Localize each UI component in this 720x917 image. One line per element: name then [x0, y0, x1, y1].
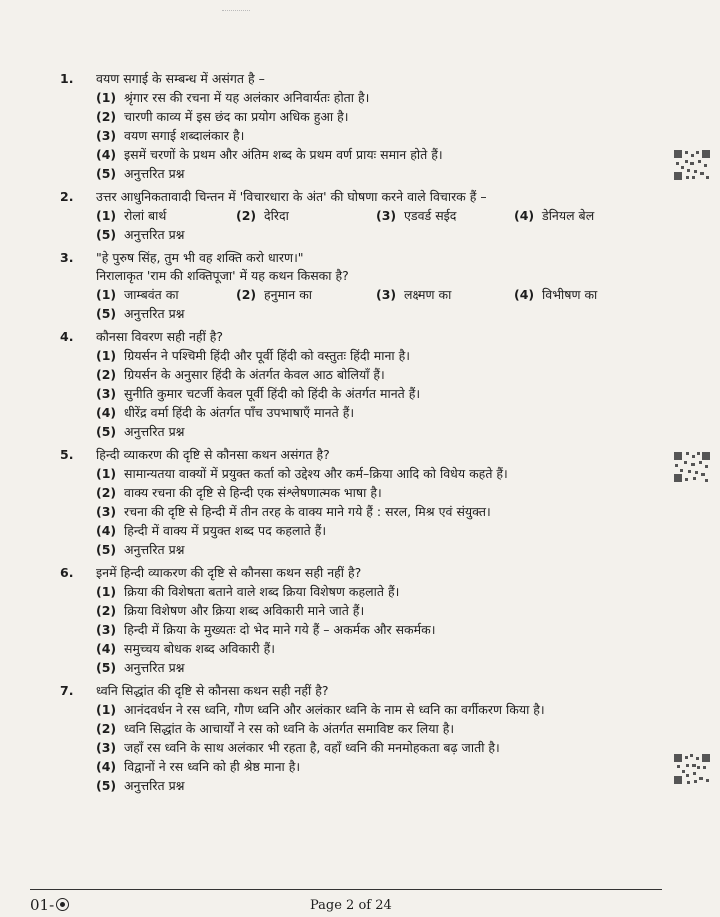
option-4: (4) धीरेंद्र वर्मा हिंदी के अंतर्गत पाँच उपभाषाएँ मानते हैं।: [96, 405, 355, 420]
question-text: उत्तर आधुनिकतावादी चिन्तन में 'विचारधारा के अंत' की घोषणा करने वाले विचारक हैं –: [96, 189, 487, 204]
paper-code: [30, 896, 69, 914]
question-6: [60, 564, 660, 677]
question-text: ध्वनि सिद्धांत की दृष्टि से कौनसा कथन सही नहीं है?: [96, 683, 329, 698]
question-subtext: निरालाकृत 'राम की शक्तिपूजा' में यह कथन किसका है?: [96, 268, 349, 283]
option-4: (4) इसमें चरणों के प्रथम और अंतिम शब्द के प्रथम वर्ण प्रायः समान होते हैं।: [96, 147, 443, 162]
option-2: (2) क्रिया विशेषण और क्रिया शब्द अविकारी माने जाते हैं।: [96, 603, 365, 618]
page-number: Page 2 of 24: [310, 898, 392, 913]
option-2: (2) ध्वनि सिद्धांत के आचार्यों ने रस को ध्वनि के अंतर्गत समाविष्ट कर लिया है।: [96, 721, 455, 736]
option-3: (3) लक्ष्मण का: [376, 287, 452, 302]
option-5: (5) अनुत्तरित प्रश्न: [96, 227, 185, 242]
option-4: (4) समुच्चय बोधक शब्द अविकारी हैं।: [96, 641, 275, 656]
option-5: (5) अनुत्तरित प्रश्न: [96, 660, 185, 675]
question-number: 1.: [60, 71, 74, 86]
option-2: (2) ग्रियर्सन के अनुसार हिंदी के अंतर्गत केवल आठ बोलियाँ हैं।: [96, 367, 385, 382]
question-text: कौनसा विवरण सही नहीं है?: [96, 329, 224, 344]
option-5: (5) अनुत्तरित प्रश्न: [96, 424, 185, 439]
option-4: (4) हिन्दी में वाक्य में प्रयुक्त शब्द पद कहलाते हैं।: [96, 523, 327, 538]
option-4: (4) विद्वानों ने रस ध्वनि को ही श्रेष्ठ माना है।: [96, 759, 301, 774]
option-1: (1) श्रृंगार रस की रचना में यह अलंकार अनिवार्यतः होता है।: [96, 90, 370, 105]
option-5: (5) अनुत्तरित प्रश्न: [96, 166, 185, 181]
question-list: [60, 70, 660, 800]
question-text: हिन्दी व्याकरण की दृष्टि से कौनसा कथन असंगत है?: [96, 447, 330, 462]
option-3: (3) रचना की दृष्टि से हिन्दी में तीन तरह के वाक्य माने गये हैं : सरल, मिश्र एवं संयुक्त।: [96, 504, 491, 519]
question-number: 2.: [60, 189, 74, 204]
option-1: (1) आनंदवर्धन ने रस ध्वनि, गौण ध्वनि और अलंकार ध्वनि के नाम से ध्वनि का वर्गीकरण किया है।: [96, 702, 545, 717]
qr-code-icon: [672, 148, 712, 182]
scan-mark: [222, 10, 250, 17]
question-number: 4.: [60, 329, 74, 344]
question-number: 7.: [60, 683, 74, 698]
question-number: 3.: [60, 250, 74, 265]
question-number: 5.: [60, 447, 74, 462]
option-1: (1) क्रिया की विशेषता बताने वाले शब्द क्रिया विशेषण कहलाते हैं।: [96, 584, 400, 599]
option-1: (1) जाम्बवंत का: [96, 287, 179, 302]
option-1: (1) रोलां बार्थ: [96, 208, 167, 223]
option-1: (1) ग्रियर्सन ने पश्चिमी हिंदी और पूर्वी हिंदी को वस्तुतः हिंदी माना है।: [96, 348, 410, 363]
question-number: 6.: [60, 565, 74, 580]
question-5: [60, 446, 660, 559]
option-1: (1) सामान्यतया वाक्यों में प्रयुक्त कर्ता को उद्देश्य और कर्म–क्रिया आदि को विधेय कहते हैं।: [96, 466, 508, 481]
qr-code-icon: [672, 450, 712, 484]
option-5: (5) अनुत्तरित प्रश्न: [96, 306, 185, 321]
option-2: (2) देरिदा: [236, 208, 289, 223]
question-1: [60, 70, 660, 183]
question-3: [60, 249, 660, 323]
circle-dot-icon: [56, 898, 69, 911]
option-5: (5) अनुत्तरित प्रश्न: [96, 778, 185, 793]
option-2: (2) वाक्य रचना की दृष्टि से हिन्दी एक संश्लेषणात्मक भाषा है।: [96, 485, 382, 500]
question-7: [60, 682, 660, 795]
question-4: [60, 328, 660, 441]
option-3: (3) जहाँ रस ध्वनि के साथ अलंकार भी रहता है, वहाँ ध्वनि की मनमोहकता बढ़ जाती है।: [96, 740, 500, 755]
question-text: इनमें हिन्दी व्याकरण की दृष्टि से कौनसा कथन सही नहीं है?: [96, 565, 362, 580]
paper-code-text: 01-: [30, 896, 55, 914]
option-4: (4) विभीषण का: [514, 287, 598, 302]
option-2: (2) हनुमान का: [236, 287, 313, 302]
question-2: [60, 188, 660, 244]
option-3: (3) वयण सगाई शब्दालंकार है।: [96, 128, 245, 143]
option-5: (5) अनुत्तरित प्रश्न: [96, 542, 185, 557]
footer-divider: [30, 889, 662, 890]
option-4: (4) डेनियल बेल: [514, 208, 595, 223]
option-3: (3) एडवर्ड सईद: [376, 208, 457, 223]
option-3: (3) सुनीति कुमार चटर्जी केवल पूर्वी हिंदी को हिंदी के अंतर्गत मानते हैं।: [96, 386, 421, 401]
option-3: (3) हिन्दी में क्रिया के मुख्यतः दो भेद माने गये हैं – अकर्मक और सकर्मक।: [96, 622, 436, 637]
question-text: वयण सगाई के सम्बन्ध में असंगत है –: [96, 71, 265, 86]
qr-code-icon: [672, 752, 712, 786]
option-2: (2) चारणी काव्य में इस छंद का प्रयोग अधिक हुआ है।: [96, 109, 349, 124]
question-text: "हे पुरुष सिंह, तुम भी वह शक्ति करो धारण।": [96, 250, 304, 265]
